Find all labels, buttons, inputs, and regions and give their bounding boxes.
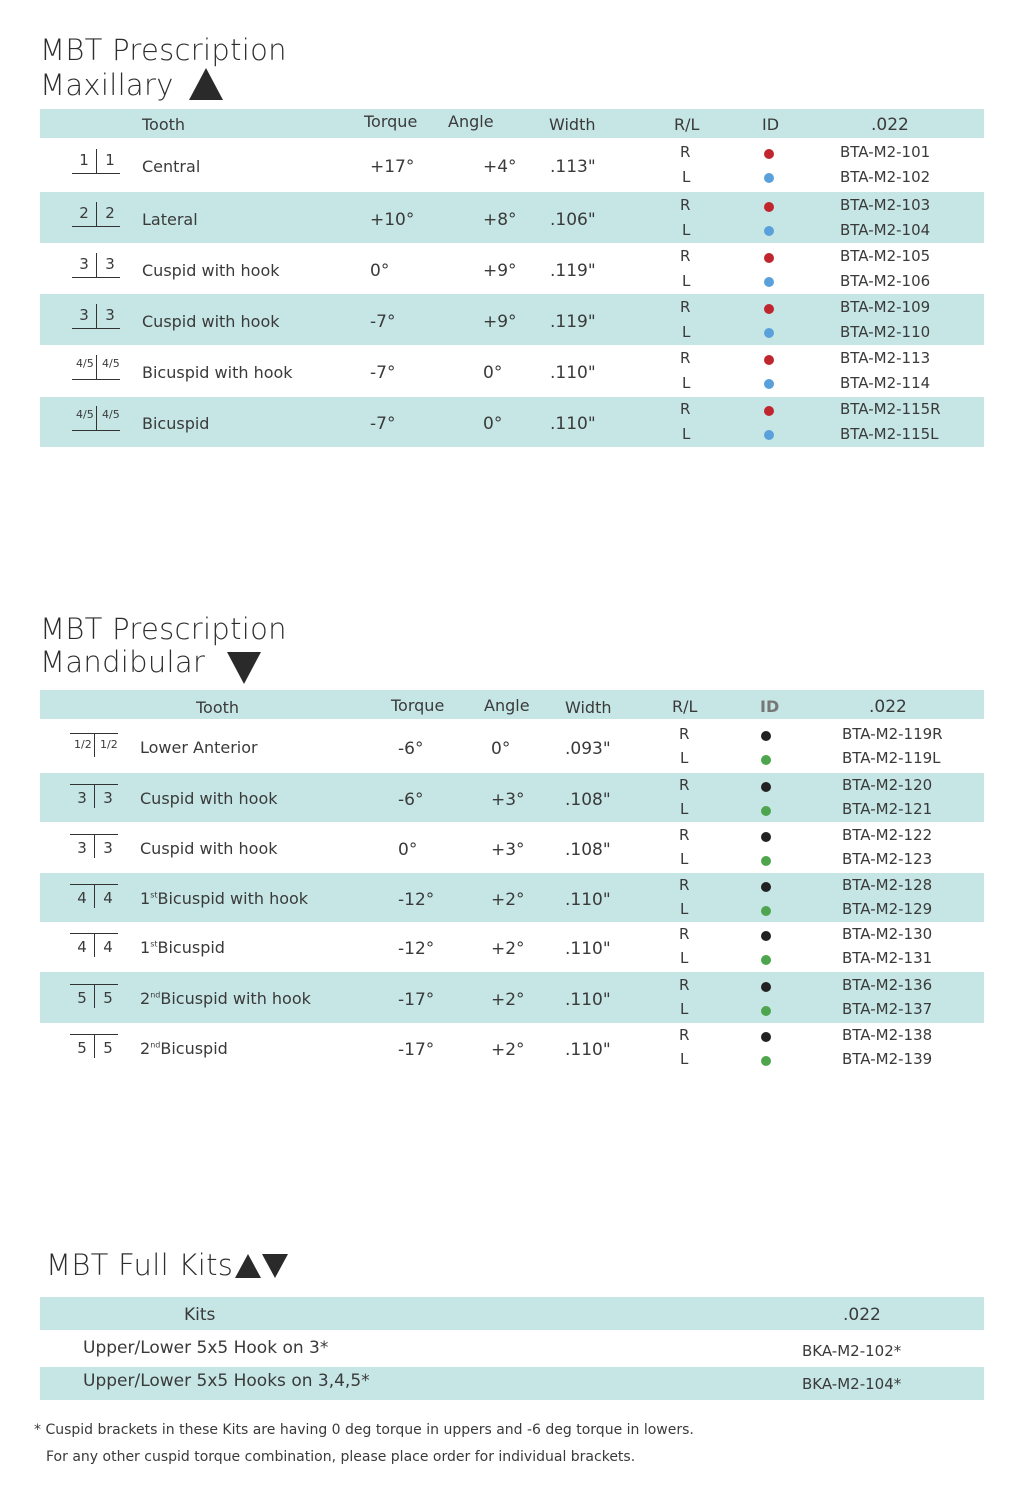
left-code: BTA-M2-139	[842, 1050, 933, 1068]
header-tooth: Tooth	[142, 115, 186, 134]
left-label: L	[680, 800, 689, 818]
tooth-left-number: 4/5	[76, 357, 94, 370]
right-label: R	[679, 925, 690, 943]
tooth-right-number: 1/2	[100, 738, 118, 751]
left-id-dot	[761, 856, 771, 866]
right-label: R	[679, 776, 690, 794]
right-code: BTA-M2-122	[842, 826, 933, 844]
right-code: BTA-M2-109	[840, 298, 931, 316]
tooth-ordinal-number: 2	[140, 1039, 151, 1058]
tooth-symbol	[72, 406, 124, 432]
kit-row	[40, 1367, 984, 1400]
right-label: R	[680, 400, 691, 418]
right-code: BTA-M2-113	[840, 349, 931, 367]
tooth-right-number: 2	[105, 204, 115, 222]
left-code: BTA-M2-123	[842, 850, 933, 868]
torque-value: -6°	[398, 739, 424, 759]
mandibular-row	[40, 1023, 984, 1072]
tooth-name: Bicuspid with hook	[157, 889, 309, 908]
maxillary-row	[40, 138, 984, 192]
tooth-right-number: 3	[105, 255, 115, 273]
tooth-symbol	[70, 933, 122, 959]
width-value: .119"	[550, 312, 596, 332]
right-id-dot	[761, 882, 771, 892]
left-label: L	[680, 1050, 689, 1068]
tooth-name: Cuspid with hook	[140, 789, 278, 808]
header-id: ID	[760, 697, 780, 716]
tooth-right-number: 4/5	[102, 408, 120, 421]
tooth-left-number: 3	[77, 789, 87, 807]
right-id-dot	[761, 832, 771, 842]
left-id-dot	[764, 328, 774, 338]
tooth-left-number: 5	[77, 989, 87, 1007]
tooth-symbol	[70, 834, 122, 860]
tooth-ordinal-suffix: st	[150, 939, 158, 949]
tooth-name: Cuspid with hook	[142, 312, 280, 331]
tooth-divider	[94, 834, 95, 858]
angle-value: 0°	[491, 739, 511, 759]
right-code: BTA-M2-101	[840, 143, 931, 161]
angle-value: +2°	[491, 990, 525, 1010]
angle-value: +3°	[491, 840, 525, 860]
left-code: BTA-M2-121	[842, 800, 933, 818]
right-label: R	[679, 725, 690, 743]
kit-name: Upper/Lower 5x5 Hooks on 3,4,5*	[83, 1371, 370, 1391]
tooth-right-number: 4/5	[102, 357, 120, 370]
header-width: Width	[549, 115, 596, 134]
header-id: ID	[762, 115, 780, 134]
tooth-symbol	[70, 733, 122, 759]
torque-value: +10°	[370, 210, 415, 230]
left-code: BTA-M2-110	[840, 323, 931, 341]
angle-value: +2°	[491, 1040, 525, 1060]
left-code: BTA-M2-102	[840, 168, 931, 186]
kit-code: BKA-M2-102*	[802, 1342, 902, 1360]
maxillary-title-line2: Maxillary	[40, 68, 174, 102]
right-code: BTA-M2-136	[842, 976, 933, 994]
tooth-baseline	[72, 430, 120, 431]
torque-value: -7°	[370, 363, 396, 383]
right-code: BTA-M2-130	[842, 925, 933, 943]
tooth-divider	[96, 406, 97, 430]
header-tooth: Tooth	[196, 698, 240, 717]
mandibular-row	[40, 720, 984, 773]
tooth-left-number: 3	[79, 306, 89, 324]
right-label: R	[680, 349, 691, 367]
tooth-name-group	[140, 839, 278, 858]
tooth-name: Bicuspid	[142, 414, 210, 433]
right-id-dot	[761, 931, 771, 941]
tooth-divider	[94, 884, 95, 908]
right-code: BTA-M2-103	[840, 196, 931, 214]
right-id-dot	[764, 304, 774, 314]
tooth-name: Bicuspid with hook	[142, 363, 293, 382]
tooth-name-group	[140, 789, 278, 808]
tooth-right-number: 3	[105, 306, 115, 324]
tooth-divider	[94, 933, 95, 957]
width-value: .119"	[550, 261, 596, 281]
width-value: .108"	[565, 840, 611, 860]
right-id-dot	[761, 782, 771, 792]
left-id-dot	[761, 955, 771, 965]
maxillary-row	[40, 192, 984, 243]
tooth-name: Bicuspid	[160, 1039, 228, 1058]
torque-value: -7°	[370, 414, 396, 434]
mandibular-title-line1: MBT Prescription	[40, 612, 287, 646]
kits-title: MBT Full Kits	[46, 1248, 234, 1282]
width-value: .110"	[550, 414, 596, 434]
kits-table	[40, 1297, 984, 1403]
tooth-divider	[94, 1034, 95, 1058]
angle-value: +4°	[483, 157, 517, 177]
left-id-dot	[764, 173, 774, 183]
left-id-dot	[761, 1056, 771, 1066]
left-id-dot	[761, 1006, 771, 1016]
right-label: R	[679, 876, 690, 894]
tooth-divider	[96, 202, 97, 226]
tooth-symbol	[70, 784, 122, 810]
triangle-down-icon	[262, 1254, 288, 1278]
left-label: L	[680, 850, 689, 868]
right-code: BTA-M2-119R	[842, 725, 943, 743]
left-id-dot	[761, 806, 771, 816]
width-value: .110"	[565, 939, 611, 959]
right-label: R	[680, 247, 691, 265]
tooth-name: Lateral	[142, 210, 198, 229]
tooth-left-number: 4	[77, 938, 87, 956]
maxillary-row	[40, 294, 984, 345]
kits-header-row	[40, 1297, 984, 1330]
left-code: BTA-M2-104	[840, 221, 931, 239]
tooth-ordinal-number: 2	[140, 989, 151, 1008]
torque-value: 0°	[370, 261, 390, 281]
mandibular-header-row	[40, 690, 984, 719]
width-value: .110"	[565, 1040, 611, 1060]
header-angle: Angle	[484, 696, 530, 715]
tooth-right-number: 3	[103, 789, 113, 807]
tooth-name-group	[140, 989, 311, 1008]
left-id-dot	[764, 226, 774, 236]
tooth-symbol	[70, 984, 122, 1010]
maxillary-row	[40, 397, 984, 447]
width-value: .110"	[565, 990, 611, 1010]
tooth-baseline	[72, 277, 120, 278]
right-label: R	[680, 196, 691, 214]
tooth-left-number: 3	[77, 839, 87, 857]
left-label: L	[682, 168, 691, 186]
right-id-dot	[761, 731, 771, 741]
right-id-dot	[761, 1032, 771, 1042]
right-id-dot	[761, 982, 771, 992]
mandibular-title-line2: Mandibular	[40, 645, 206, 679]
tooth-ordinal-number: 1	[140, 889, 151, 908]
tooth-ordinal-suffix: nd	[150, 1040, 161, 1050]
tooth-right-number: 4	[103, 938, 113, 956]
right-label: R	[679, 1026, 690, 1044]
left-id-dot	[761, 906, 771, 916]
torque-value: -12°	[398, 890, 435, 910]
maxillary-table	[40, 109, 984, 447]
tooth-left-number: 4/5	[76, 408, 94, 421]
angle-value: 0°	[483, 363, 503, 383]
tooth-right-number: 1	[105, 151, 115, 169]
left-label: L	[682, 323, 691, 341]
tooth-symbol	[72, 253, 124, 279]
header-rl: R/L	[672, 697, 698, 716]
left-label: L	[682, 425, 691, 443]
left-code: BTA-M2-129	[842, 900, 933, 918]
angle-value: +2°	[491, 939, 525, 959]
tooth-symbol	[72, 355, 124, 381]
torque-value: 0°	[398, 840, 418, 860]
mandibular-row	[40, 972, 984, 1023]
right-id-dot	[764, 149, 774, 159]
right-code: BTA-M2-115R	[840, 400, 941, 418]
left-label: L	[680, 949, 689, 967]
angle-value: +8°	[483, 210, 517, 230]
triangle-up-icon	[189, 68, 223, 100]
tooth-divider	[94, 984, 95, 1008]
tooth-symbol	[72, 304, 124, 330]
right-id-dot	[764, 253, 774, 263]
right-label: R	[680, 298, 691, 316]
kit-code: BKA-M2-104*	[802, 1375, 902, 1393]
torque-value: -7°	[370, 312, 396, 332]
tooth-name: Cuspid with hook	[140, 839, 278, 858]
right-code: BTA-M2-138	[842, 1026, 933, 1044]
header-rl: R/L	[674, 115, 700, 134]
tooth-divider	[96, 355, 97, 379]
tooth-right-number: 5	[103, 989, 113, 1007]
header-width: Width	[565, 698, 612, 717]
right-id-dot	[764, 202, 774, 212]
tooth-symbol	[72, 202, 124, 228]
width-value: .106"	[550, 210, 596, 230]
right-code: BTA-M2-128	[842, 876, 933, 894]
tooth-baseline	[72, 226, 120, 227]
tooth-divider	[94, 733, 95, 757]
mandibular-row	[40, 873, 984, 922]
left-code: BTA-M2-114	[840, 374, 931, 392]
tooth-symbol	[72, 149, 124, 175]
left-label: L	[680, 900, 689, 918]
tooth-left-number: 2	[79, 204, 89, 222]
tooth-right-number: 5	[103, 1039, 113, 1057]
mandibular-row	[40, 922, 984, 972]
header-size: .022	[871, 115, 909, 135]
left-code: BTA-M2-119L	[842, 749, 941, 767]
tooth-baseline	[72, 328, 120, 329]
left-label: L	[682, 221, 691, 239]
tooth-ordinal-suffix: nd	[150, 990, 161, 1000]
left-label: L	[680, 1000, 689, 1018]
tooth-right-number: 3	[103, 839, 113, 857]
triangle-up-icon	[235, 1254, 261, 1278]
right-label: R	[680, 143, 691, 161]
right-label: R	[679, 826, 690, 844]
tooth-name-group	[140, 738, 258, 757]
left-id-dot	[764, 430, 774, 440]
torque-value: -6°	[398, 790, 424, 810]
tooth-left-number: 4	[77, 889, 87, 907]
header-angle: Angle	[448, 112, 494, 131]
torque-value: -12°	[398, 939, 435, 959]
tooth-name-group	[140, 938, 225, 957]
tooth-left-number: 5	[77, 1039, 87, 1057]
torque-value: +17°	[370, 157, 415, 177]
tooth-name: Lower Anterior	[140, 738, 258, 757]
tooth-left-number: 3	[79, 255, 89, 273]
torque-value: -17°	[398, 1040, 435, 1060]
angle-value: +3°	[491, 790, 525, 810]
maxillary-row	[40, 345, 984, 397]
tooth-left-number: 1	[79, 151, 89, 169]
tooth-name-group	[140, 889, 308, 908]
tooth-name: Cuspid with hook	[142, 261, 280, 280]
width-value: .110"	[565, 890, 611, 910]
footnote-line1: * Cuspid brackets in these Kits are having 0 deg torque in uppers and -6 deg torque in lowers.	[34, 1422, 694, 1438]
left-id-dot	[764, 277, 774, 287]
tooth-divider	[96, 304, 97, 328]
left-id-dot	[761, 755, 771, 765]
kit-row	[40, 1330, 984, 1366]
tooth-left-number: 1/2	[74, 738, 92, 751]
right-code: BTA-M2-120	[842, 776, 933, 794]
left-label: L	[682, 374, 691, 392]
angle-value: +9°	[483, 261, 517, 281]
mandibular-row	[40, 822, 984, 873]
tooth-symbol	[70, 1034, 122, 1060]
tooth-divider	[96, 253, 97, 277]
maxillary-row	[40, 243, 984, 294]
tooth-name-group	[140, 1039, 228, 1058]
right-code: BTA-M2-105	[840, 247, 931, 265]
left-label: L	[682, 272, 691, 290]
left-code: BTA-M2-115L	[840, 425, 939, 443]
angle-value: 0°	[483, 414, 503, 434]
tooth-right-number: 4	[103, 889, 113, 907]
kit-name: Upper/Lower 5x5 Hook on 3*	[83, 1338, 329, 1358]
width-value: .108"	[565, 790, 611, 810]
right-id-dot	[764, 355, 774, 365]
tooth-name: Central	[142, 157, 201, 176]
left-label: L	[680, 749, 689, 767]
right-id-dot	[764, 406, 774, 416]
left-code: BTA-M2-137	[842, 1000, 933, 1018]
mandibular-row	[40, 773, 984, 822]
angle-value: +2°	[491, 890, 525, 910]
tooth-ordinal-suffix: st	[150, 890, 158, 900]
triangle-down-icon	[227, 652, 261, 684]
left-id-dot	[764, 379, 774, 389]
left-code: BTA-M2-106	[840, 272, 931, 290]
right-label: R	[679, 976, 690, 994]
maxillary-title-line1: MBT Prescription	[40, 33, 287, 67]
angle-value: +9°	[483, 312, 517, 332]
tooth-symbol	[70, 884, 122, 910]
maxillary-header-row	[40, 109, 984, 138]
header-torque: Torque	[391, 696, 445, 715]
tooth-baseline	[72, 379, 120, 380]
width-value: .110"	[550, 363, 596, 383]
mandibular-table	[40, 690, 984, 1075]
header-kits: Kits	[184, 1305, 216, 1325]
tooth-name: Bicuspid with hook	[160, 989, 311, 1008]
tooth-divider	[96, 149, 97, 173]
tooth-baseline	[72, 173, 120, 174]
tooth-ordinal-number: 1	[140, 938, 151, 957]
tooth-name: Bicuspid	[157, 938, 225, 957]
width-value: .093"	[565, 739, 611, 759]
footnote-line2: For any other cuspid torque combination, please place order for individual brackets.	[46, 1449, 636, 1465]
header-size: .022	[869, 697, 907, 717]
tooth-divider	[94, 784, 95, 808]
left-code: BTA-M2-131	[842, 949, 933, 967]
header-size: .022	[843, 1305, 881, 1325]
torque-value: -17°	[398, 990, 435, 1010]
header-torque: Torque	[364, 112, 418, 131]
width-value: .113"	[550, 157, 596, 177]
